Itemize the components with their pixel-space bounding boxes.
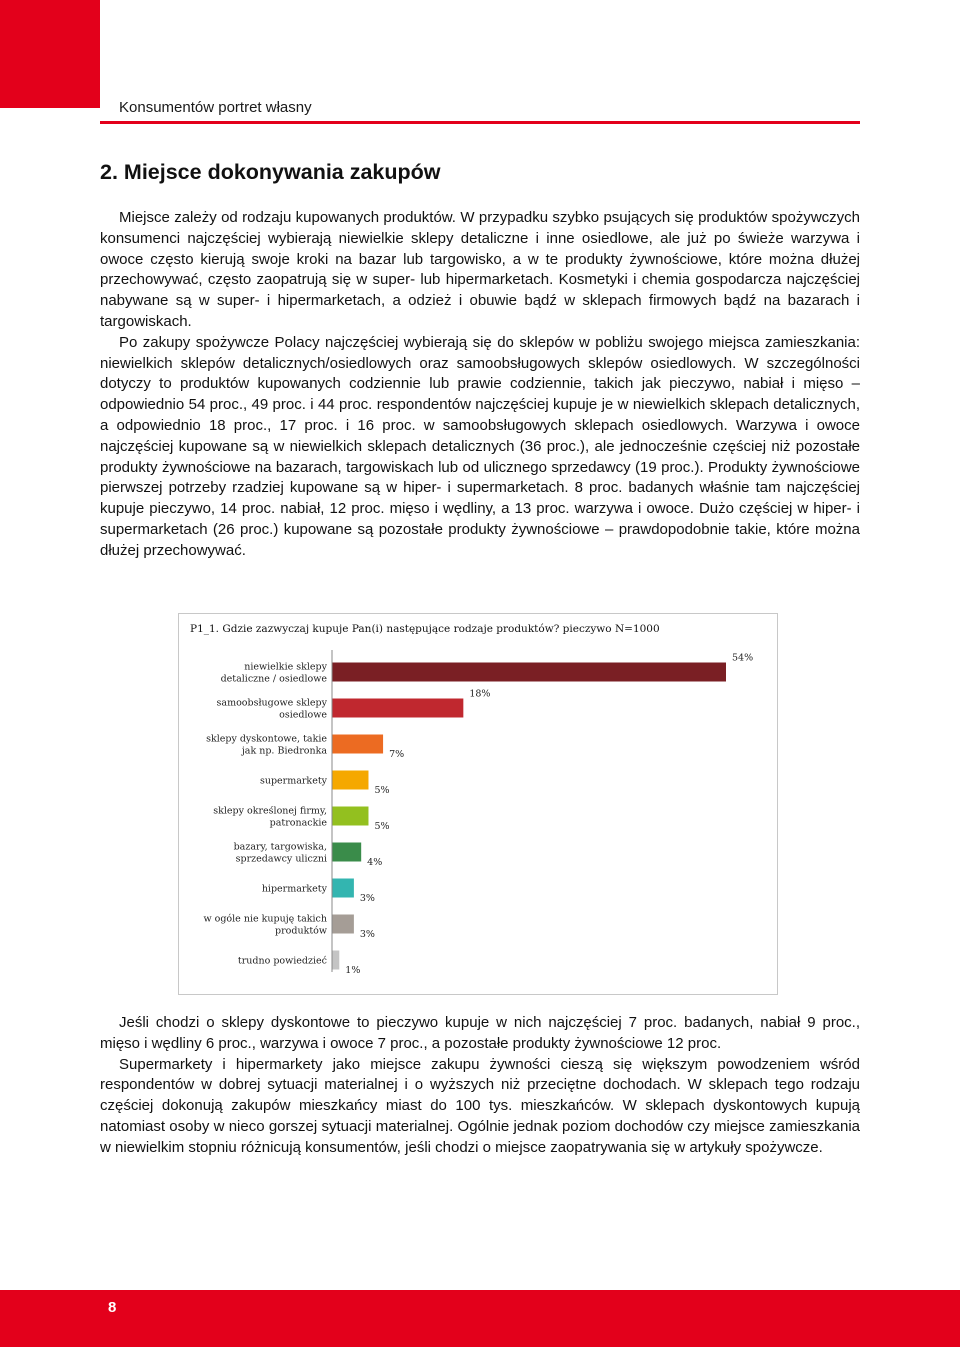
category-label: samoobsługowe sklepy osiedlowe [216, 697, 327, 721]
category-label: w ogóle nie kupuję takich produktów [203, 913, 327, 937]
category-label: supermarkety [259, 775, 327, 787]
bar [332, 915, 354, 934]
page-number: 8 [108, 1299, 117, 1316]
bar [332, 879, 354, 898]
section-title: 2. Miejsce dokonywania zakupów [100, 160, 441, 184]
value-label: 5% [374, 785, 390, 796]
paragraph: Miejsce zależy od rodzaju kupowanych produktów. W przypadku szybko psujących się produktów spożywczych konsumenci najczęściej wybierają niewielkie sklepy detaliczne i inne osiedlowe, ale już po świeże warzywa i owoce często kierują swoje kroki na bazar lub targowisko, a w te produkty żywnościowe, które można dłużej przechowywać, często zaopatrują się w super- lub hipermarketach. Kosmetyki i chemia gospodarcza najczęściej nabywane są w super- i hipermarketach, a odzież i obuwie bądź w sklepach firmowych bądź na bazarach i targowiskach. [100, 209, 860, 330]
value-label: 4% [367, 857, 383, 868]
bar [332, 735, 383, 754]
bar-chart [179, 614, 777, 994]
category-label: sklepy określonej firmy, patronackie [213, 805, 327, 829]
bar [332, 663, 726, 682]
category-label: niewielkie sklepy detaliczne / osiedlowe [220, 661, 327, 685]
footer-bar [0, 1290, 960, 1347]
header-rule [100, 121, 860, 124]
value-label: 3% [359, 893, 375, 904]
chart-frame [178, 613, 778, 995]
body-text-bottom [100, 1013, 860, 1159]
chart-title: P1_1. Gdzie zazwyczaj kupuje Pan(i) następujące rodzaje produktów? pieczywo N=1000 [190, 623, 660, 635]
category-label: trudno powiedzieć [237, 955, 327, 967]
bar [332, 951, 339, 970]
value-label: 5% [374, 821, 390, 832]
bar [332, 699, 463, 718]
running-header: Konsumentów portret własny [119, 99, 312, 116]
paragraph: Po zakupy spożywcze Polacy najczęściej wybierają się do sklepów w pobliżu swojego miejsca zamieszkania: niewielkich sklepów detalicznych/osiedlowych oraz samoobsługowych sklepów osiedlowych. W szczególności dotyczy to produktów kupowanych codziennie lub prawie codziennie, takich jak pieczywo, nabiał i mięso – odpowiednio 54 proc., 49 proc. i 44 proc. respondentów najczęściej kupuje je w niewielkich sklepach detalicznych, a odpowiednio 18 proc., 17 proc. i 16 proc. w samoobsługowych sklepach osiedlowych. Warzywa i owoce najczęściej kupowane są w niewielkich sklepach detalicznych (36 proc.), ale jednocześnie częściej niż pozostałe produkty żywnościowe na bazarach, targowiskach lub od ulicznego sprzedawcy (19 proc.). Produkty żywnościowe pierwszej potrzeby rzadziej kupowane są w hiper- i supermarketach. 8 proc. badanych właśnie tam najczęściej kupuje pieczywo, 14 proc. nabiał, 12 proc. mięso i wędliny, a 13 proc. warzywa i owoce. Dużo częściej w hiper- i supermarketach (26 proc.) kupowane są pozostałe produkty żywnościowe – prawdopodobnie takie, które można dłużej przechowywać. [100, 333, 860, 559]
category-label: sklepy dyskontowe, takie jak np. Biedronka [206, 733, 327, 757]
red-corner-block [0, 0, 100, 108]
category-label: bazary, targowiska, sprzedawcy uliczni [233, 841, 327, 865]
value-label: 3% [359, 929, 375, 940]
value-label: 18% [469, 688, 491, 700]
body-text-top [100, 208, 860, 562]
bar [332, 771, 368, 790]
value-label: 1% [345, 965, 361, 976]
value-label: 54% [732, 652, 754, 664]
category-label: hipermarkety [261, 883, 327, 895]
bar [332, 807, 368, 826]
paragraph: Jeśli chodzi o sklepy dyskontowe to pieczywo kupuje w nich najczęściej 7 proc. badanych, nabiał 9 proc., mięso i wędliny 6 proc., warzywa i owoce 7 proc., a pozostałe produkty żywnościowe 12 proc. [100, 1014, 860, 1052]
paragraph: Supermarkety i hipermarkety jako miejsce zakupu żywności cieszą się większym powodzeniem wśród respondentów w dobrej sytuacji materialnej i o wyższych niż przeciętne dochodach. W sklepach tego rodzaju częściej dokonują zakupów mieszkańcy miast do 100 tys. mieszkańców. W sklepach dyskontowych kupują natomiast osoby w nieco gorszej sytuacji materialnej. Ogólnie jednak poziom dochodów czy miejsce zamieszkania w niewielkim stopniu różnicują konsumentów, jeśli chodzi o miejsce zaopatrywania się w artykuły spożywcze. [100, 1055, 860, 1156]
bar [332, 843, 361, 862]
value-label: 7% [389, 749, 405, 760]
